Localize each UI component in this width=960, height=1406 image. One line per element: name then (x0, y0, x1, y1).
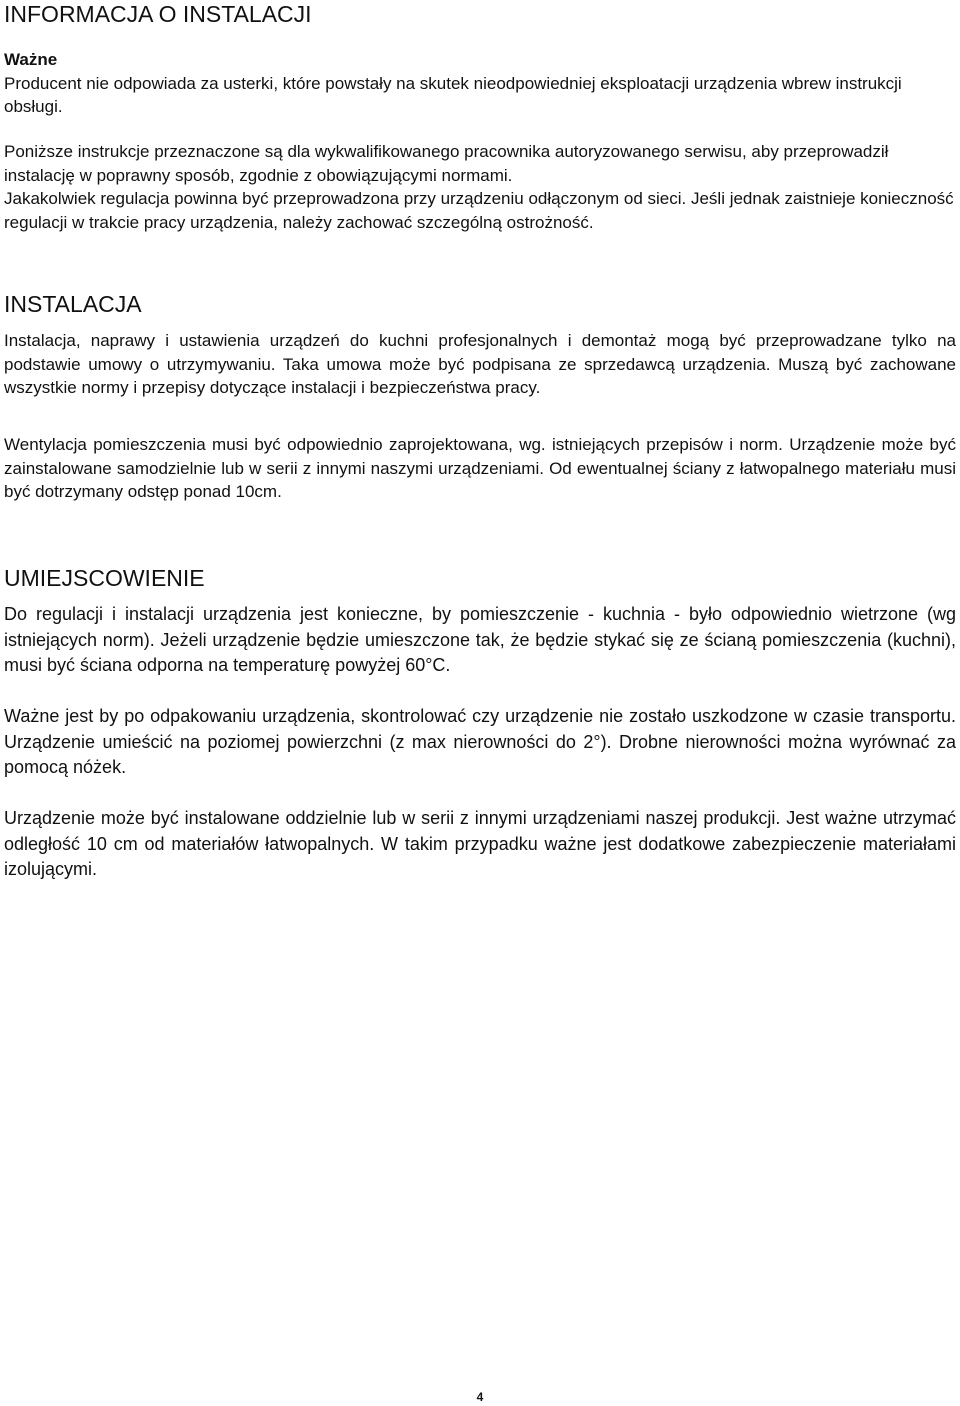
important-note (4, 48, 956, 119)
placement-text-1: Do regulacji i instalacji urządzenia jest konieczne, by pomieszczenie - kuchnia - było odpowiednio wietrzone (wg istniejących norm). Jeżeli urządzenie będzie umieszczone tak, że będzie stykać się ze ścianą pomieszczenia (kuchni), musi być ściana odporna na temperaturę powyżej 60°C. (4, 604, 956, 675)
section-title-installation: INSTALACJA (4, 291, 142, 317)
placement-paragraph-3 (4, 806, 956, 883)
installation-paragraph-1 (4, 329, 956, 400)
placement-text-3: Urządzenie może być instalowane oddzielnie lub w serii z innymi urządzeniami naszej produkcji. Jest ważne utrzymać odległość 10 cm od materiałów łatwopalnych. W takim przypadku ważne jest dodatkowe zabezpieczenie materiałami izolującymi. (4, 808, 956, 879)
page-number: 4 (476, 1390, 484, 1404)
instructions-paragraph-1: Poniższe instrukcje przeznaczone są dla wykwalifikowanego pracownika autoryzowanego serwisu, aby przeprowadził instalację w poprawny sposób, zgodnie z obowiązującymi normami. (4, 142, 889, 185)
instructions-block (4, 140, 956, 234)
installation-text-1: Instalacja, naprawy i ustawienia urządzeń do kuchni profesjonalnych i demontaż mogą być przeprowadzane tylko na podstawie umowy o utrzymywaniu. Taka umowa może być podpisana ze sprzedawcą urządzenia. Muszą być zachowane wszystkie normy i przepisy dotyczące instalacji i bezpieczeństwa pracy. (4, 331, 956, 397)
placement-text-2: Ważne jest by po odpakowaniu urządzenia, skontrolować czy urządzenie nie zostało uszkodzone w czasie transportu. Urządzenie umieścić na poziomej powierzchni (z max nierowności do 2°). Drobne nierowności można wyrównać za pomocą nóżek. (4, 706, 956, 777)
section-title-placement: UMIEJSCOWIENIE (4, 565, 205, 591)
important-text: Producent nie odpowiada za usterki, które powstały na skutek nieodpowiedniej eksploatacji urządzenia wbrew instrukcji obsługi. (4, 73, 902, 116)
placement-paragraph-1 (4, 602, 956, 679)
installation-text-2: Wentylacja pomieszczenia musi być odpowiednio zaprojektowana, wg. istniejących przepisów i norm. Urządzenie może być zainstalowane samodzielnie lub w serii z innymi naszymi urządzeniami. Od ewentualnej ściany z łatwopalnego materiału musi być dotrzymany odstęp ponad 10cm. (4, 435, 956, 501)
section-title-installation-info: INFORMACJA O INSTALACJI (4, 1, 312, 27)
placement-paragraph-2 (4, 704, 956, 781)
installation-paragraph-2 (4, 433, 956, 504)
instructions-paragraph-2: Jakakolwiek regulacja powinna być przeprowadzona przy urządzeniu odłączonym od sieci. Jeśli jednak zaistnieje konieczność regulacji w trakcie pracy urządzenia, należy zachować szczególną ostrożność. (4, 189, 954, 232)
important-label: Ważne (4, 50, 58, 69)
